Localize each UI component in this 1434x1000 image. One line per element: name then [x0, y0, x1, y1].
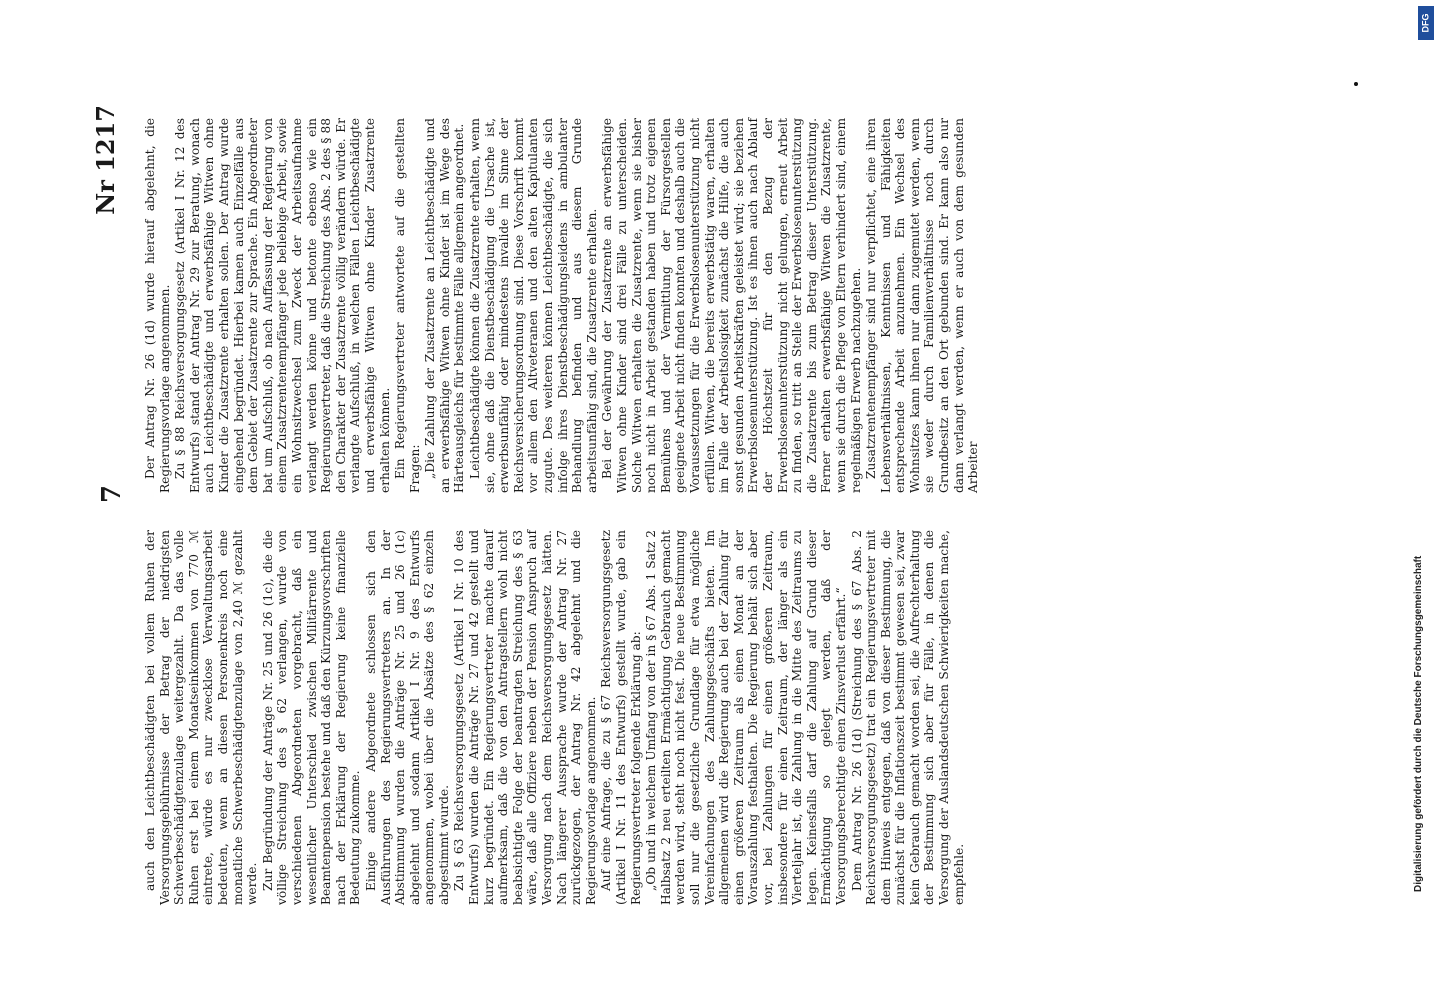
ink-speck — [1354, 82, 1358, 86]
paragraph: Zur Begründung der Anträge Nr. 25 und 26 (1c), die die völlige Streichung des § 62 verlangen, wurde von verschiedenen Abgeordneten vorgebracht, daß ein wesentlicher Unterschied zwischen Militärrente und Beamtenpension bestehe und daß den Kürzungsvorschriften nach der Erklärung der Regierung keine finanzielle Bedeutung zukomme. — [260, 530, 363, 905]
paragraph: auch den Leichtbeschädigten bei vollem Ruhen der Versorgungsgebührnisse der Betrag der niedrigsten Schwerbeschädigtenzulage weitergezahlt. Da das volle Ruhen erst bei einem Monatseinkommen von 770 ℳ eintrete, würde es nur zwecklose Verwaltungsarbeit bedeuten, wenn an diesen Personenkreis noch eine monatliche Schwerbeschädigtenzulage von 2,40 ℳ gezahlt werde. — [143, 530, 260, 905]
left-column — [143, 530, 967, 905]
paragraph: Bei der Gewährung der Zusatzrente an erwerbsfähige Witwen ohne Kinder sind drei Fälle zu unterscheiden. Solche Witwen erhalten die Zusatzrente, wenn sie bisher noch nicht in Arbeit gestanden haben und trotz eigenen Bemühens und der Vermittlung der Fürsorgestellen geeignete Arbeit nicht finden konnten und deshalb auch die Voraussetzungen für die Erwerbslosenunterstützung nicht erfüllen. Witwen, die bereits erwerbstätig waren, erhalten im Falle der Arbeitslosigkeit zunächst die Hilfe, die auch sonst gesunden Arbeitskräften geleistet wird; sie beziehen Erwerbslosenunterstützung. Ist es ihnen auch nach Ablauf der Höchstzeit für den Bezug der Erwerbslosenunterstützung nicht gelungen, erneut Arbeit zu finden, so tritt an Stelle der Erwerbslosenunterstützung die Zusatzrente bis zum Betrag dieser Unterstützung. Ferner erhalten erwerbsfähige Witwen die Zusatzrente, wenn sie durch die Pflege von Eltern verhindert sind, einem regelmäßigen Erwerb nachzugehen. — [600, 118, 863, 493]
document-number: Nr 1217 — [91, 105, 120, 215]
paragraph: Einige andere Abgeordnete schlossen sich den Ausführungen des Regierungsvertreters an. In der Abstimmung wurden die Anträge Nr. 25 und 26 (1c) abgelehnt und sodann Artikel I Nr. 9 des Entwurfs angenommen, wobei über die Absätze des § 62 einzeln abgestimmt wurde. — [363, 530, 451, 905]
dfg-logo-text: DFG — [1420, 13, 1431, 33]
paragraph: Auf eine Anfrage, die zu § 67 Reichsversorgungsgesetz (Artikel I Nr. 11 des Entwurfs) gestellt wurde, gab ein Regierungsvertreter folgende Erklärung ab: — [599, 530, 643, 905]
page-number: 7 — [97, 484, 127, 503]
paragraph: „Die Zahlung der Zusatzrente an Leichtbeschädigte und an erwerbsfähige Witwen ohne Kinder ist im Wege des Härteausgleichs für bestimmte Fälle allgemein angeordnet. — [423, 118, 467, 493]
rotated-document-page — [91, 105, 1305, 905]
right-column — [143, 118, 982, 493]
page-header — [91, 105, 131, 905]
dfg-logo — [1418, 6, 1434, 40]
digitization-credit: Digitalisierung gefördert durch die Deutsche Forschungsgemeinschaft — [1413, 555, 1424, 892]
paragraph: Leichtbeschädigte können die Zusatzrente erhalten, wenn sie, ohne daß die Dienstbeschädigung die Ursache ist, erwerbsunfähig oder mindestens invalide im Sinne der Reichsversicherungsordnung sind. Diese Vorschrift kommt vor allem den Altveteranen und den alten Kapitulanten zugute. Des weiteren können Leichtbeschädigte, die sich infolge ihres Dienstbeschädigungsleidens in ambulanter Behandlung befinden und aus diesem Grunde arbeitsunfähig sind, die Zusatzrente erhalten. — [468, 118, 599, 493]
paragraph: Zu § 88 Reichsversorgungsgesetz (Artikel I Nr. 12 des Entwurfs) stand der Antrag Nr. 29 zur Beratung, wonach auch Leichtbeschädigte und erwerbsfähige Witwen ohne Kinder die Zusatzrente erhalten sollen. Der Antrag wurde eingehend begründet. Hierbei kamen auch Einzelfälle aus dem Gebiet der Zusatzrente zur Sprache. Ein Abgeordneter bat um Aufschluß, ob nach Auffassung der Regierung von einem Zusatzrentenempfänger jede beliebige Arbeit, sowie ein Wohnsitzwechsel zum Zweck der Arbeitsaufnahme verlangt werden könne und betonte ebenso wie ein Regierungsvertreter, daß die Streichung des Abs. 2 des § 88 den Charakter der Zusatzrente völlig verändern würde. Er verlangte Aufschluß, in welchen Fällen Leichtbeschädigte und erwerbsfähige Witwen ohne Kinder Zusatzrente erhalten können. — [173, 118, 392, 493]
paragraph: Ein Regierungsvertreter antwortete auf die gestellten Fragen: — [393, 118, 422, 493]
paragraph: Zu § 63 Reichsversorgungsgesetz (Artikel I Nr. 10 des Entwurfs) wurden die Anträge Nr. 27 und 42 gestellt und kurz begründet. Ein Regierungsvertreter machte darauf aufmerksam, daß die von den Antragstellern wohl nicht beabsichtigte Folge der beantragten Streichung des § 63 wäre, daß alle Offiziere neben der Pension Anspruch auf Versorgung nach dem Reichsversorgungsgesetz hätten. Nach längerer Aussprache wurde der Antrag Nr. 27 zurückgezogen, der Antrag Nr. 42 abgelehnt und die Regierungsvorlage angenommen. — [452, 530, 598, 905]
paragraph: Zusatzrentenempfänger sind nur verpflichtet, eine ihren Lebensverhältnissen, Kenntnissen und Fähigkeiten entsprechende Arbeit anzunehmen. Ein Wechsel des Wohnsitzes kann ihnen nur dann zugemutet werden, wenn sie weder durch Familienverhältnisse noch durch Grundbesitz an den Ort gebunden sind. Er kann also nur dann verlangt werden, wenn er auch von dem gesunden Arbeiter — [864, 118, 981, 493]
paragraph: Dem Antrag Nr. 26 (1d) (Streichung des § 67 Abs. 2 Reichsversorgungsgesetz) trat ein Regierungsvertreter mit dem Hinweis entgegen, daß von dieser Bestimmung, die zunächst für die Inflationszeit bestimmt gewesen sei, zwar kein Gebrauch gemacht worden sei, die Aufrechterhaltung der Bestimmung sich aber für Fälle, in denen die Versorgung der Auslandsdeutschen Schwierigkeiten mache, empfehle. — [849, 530, 966, 905]
paragraph: „Ob und in welchem Umfang von der in § 67 Abs. 1 Satz 2 Halbsatz 2 neu erteilten Ermächtigung Gebrauch gemacht werden wird, steht noch nicht fest. Die neue Bestimmung soll nur die gesetzliche Grundlage für etwa mögliche Vereinfachungen des Zahlungsgeschäfts bieten. Im allgemeinen wird die Regierung auch bei der Zahlung für einen größeren Zeitraum als einen Monat an der Vorauszahlung festhalten. Die Regierung behält sich aber vor, bei Zahlungen für einen größeren Zeitraum, insbesondere für einen Zeitraum, der länger als ein Vierteljahr ist, die Zahlung in die Mitte des Zeitraums zu legen. Keinesfalls darf die Zahlung auf Grund dieser Ermächtigung so gelegt werden, daß der Versorgungsberechtigte einen Zinsverlust erfährt.“ — [644, 530, 848, 905]
paragraph: Der Antrag Nr. 26 (1d) wurde hierauf abgelehnt, die Regierungsvorlage angenommen. — [143, 118, 172, 493]
